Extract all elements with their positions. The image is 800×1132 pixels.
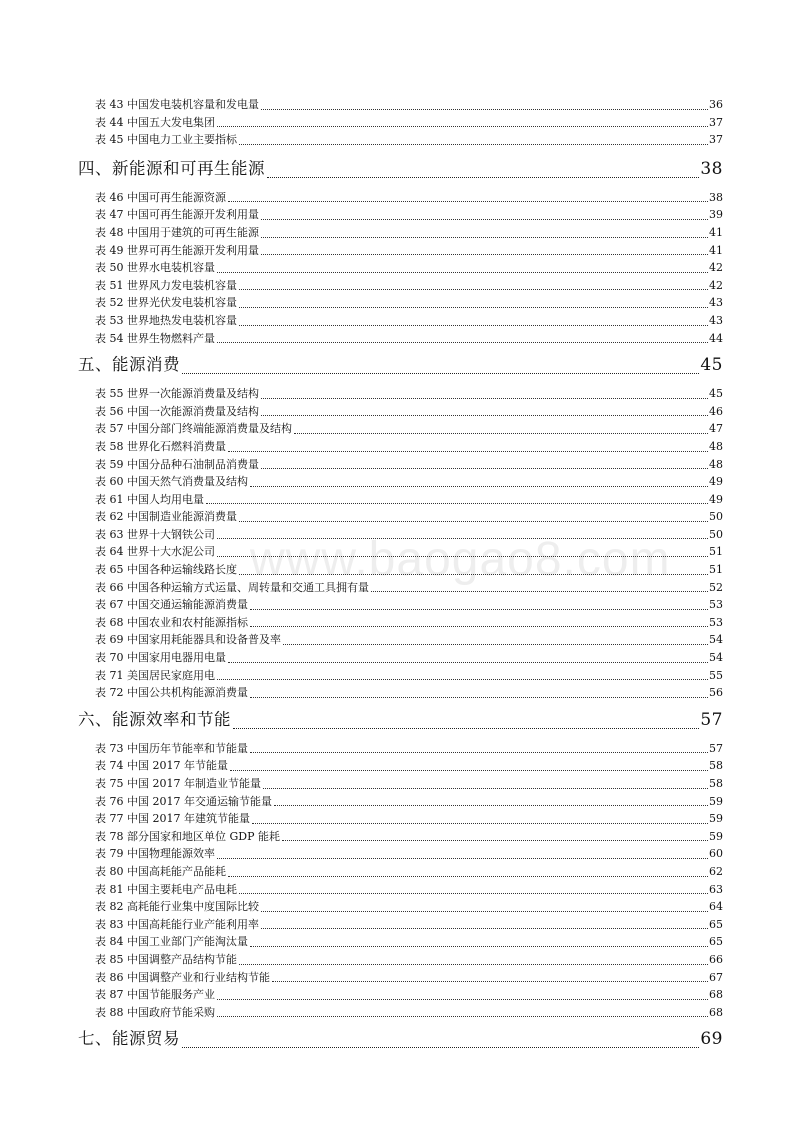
entry-title: 表 74 中国 2017 年节能量 <box>95 759 228 773</box>
toc-entry[interactable] <box>95 473 723 491</box>
dot-leader <box>252 823 708 824</box>
dot-leader <box>217 556 708 557</box>
dot-leader <box>228 451 708 452</box>
entry-title: 表 57 中国分部门终端能源消费量及结构 <box>95 422 292 436</box>
toc-entry[interactable] <box>95 294 723 312</box>
dot-leader <box>250 697 708 698</box>
entry-title: 表 88 中国政府节能采购 <box>95 1005 215 1019</box>
toc-entry[interactable] <box>95 579 723 597</box>
entry-title: 表 83 中国高耗能行业产能利用率 <box>95 917 259 931</box>
entry-title: 表 68 中国农业和农村能源指标 <box>95 615 248 629</box>
dot-leader <box>261 415 708 416</box>
page-number: 60 <box>709 847 723 861</box>
toc-entry[interactable] <box>95 456 723 474</box>
toc-entry[interactable] <box>95 491 723 509</box>
page-number: 64 <box>709 900 723 914</box>
toc-entry[interactable] <box>95 667 723 685</box>
section-title: 六、能源效率和节能 <box>78 709 231 729</box>
toc-entry[interactable] <box>95 969 723 987</box>
toc-entry[interactable] <box>95 649 723 667</box>
toc-section-heading[interactable] <box>78 151 723 187</box>
entry-title: 表 85 中国调整产品结构节能 <box>95 952 237 966</box>
page-number: 63 <box>709 882 723 896</box>
page-number: 66 <box>709 952 723 966</box>
entry-title: 表 64 世界十大水泥公司 <box>95 545 215 559</box>
toc-entry[interactable] <box>95 881 723 899</box>
page-number: 59 <box>709 829 723 843</box>
watermark-text: www.baogao8.com <box>250 533 671 586</box>
entry-title: 表 87 中国节能服务产业 <box>95 988 215 1002</box>
page-number: 68 <box>709 1005 723 1019</box>
entry-title: 表 47 中国可再生能源开发利用量 <box>95 208 259 222</box>
toc-section-heading[interactable] <box>78 1021 723 1057</box>
page-number: 43 <box>709 313 723 327</box>
dot-leader <box>371 591 708 592</box>
dot-leader <box>261 398 708 399</box>
toc-entry[interactable] <box>95 631 723 649</box>
dot-leader <box>261 928 708 929</box>
entry-title: 表 82 高耗能行业集中度国际比较 <box>95 900 259 914</box>
dot-leader <box>233 728 699 729</box>
dot-leader <box>239 574 708 575</box>
entry-title: 表 43 中国发电装机容量和发电量 <box>95 98 259 111</box>
toc-entry[interactable] <box>95 845 723 863</box>
toc-entry[interactable] <box>95 1004 723 1022</box>
dot-leader <box>261 254 708 255</box>
dot-leader <box>250 752 708 753</box>
entry-title: 表 67 中国交通运输能源消费量 <box>95 598 248 612</box>
entry-title: 表 50 世界水电装机容量 <box>95 261 215 275</box>
toc-entry[interactable] <box>95 793 723 811</box>
toc-entry[interactable] <box>95 403 723 421</box>
page-number: 56 <box>709 686 723 700</box>
page-number: 43 <box>709 296 723 310</box>
toc-entry[interactable] <box>95 757 723 775</box>
page-number: 49 <box>709 475 723 489</box>
entry-title: 表 56 中国一次能源消费量及结构 <box>95 404 259 418</box>
entry-title: 表 61 中国人均用电量 <box>95 492 204 506</box>
entry-title: 表 76 中国 2017 年交通运输节能量 <box>95 794 272 808</box>
entry-title: 表 65 中国各种运输线路长度 <box>95 563 237 577</box>
dot-leader <box>261 911 708 912</box>
entry-title: 表 86 中国调整产业和行业结构节能 <box>95 970 270 984</box>
dot-leader <box>217 679 708 680</box>
entry-title: 表 81 中国主要耗电产品电耗 <box>95 882 237 896</box>
dot-leader <box>239 964 708 965</box>
page-number: 48 <box>709 439 723 453</box>
page-number: 59 <box>709 812 723 826</box>
entry-title: 表 80 中国高耗能产品能耗 <box>95 864 226 878</box>
page-number: 37 <box>709 133 723 147</box>
dot-leader <box>217 272 708 273</box>
toc-entry[interactable] <box>95 596 723 614</box>
page-number: 38 <box>709 190 723 204</box>
dot-leader <box>239 325 708 326</box>
page-number: 41 <box>709 243 723 257</box>
page-number: 44 <box>709 331 723 345</box>
page-number: 67 <box>709 970 723 984</box>
page-number: 37 <box>709 115 723 129</box>
entry-title: 表 73 中国历年节能率和节能量 <box>95 741 248 755</box>
entry-title: 表 45 中国电力工业主要指标 <box>95 133 237 147</box>
table-of-contents <box>0 96 800 1059</box>
dot-leader <box>250 486 708 487</box>
toc-section-heading[interactable] <box>78 347 723 383</box>
entry-title: 表 53 世界地热发电装机容量 <box>95 313 237 327</box>
dot-leader <box>228 662 708 663</box>
page-number: 36 <box>709 98 723 111</box>
toc-entry[interactable] <box>95 189 723 207</box>
dot-leader <box>261 109 708 110</box>
toc-entry[interactable] <box>95 420 723 438</box>
page-number: 51 <box>709 563 723 577</box>
toc-entry[interactable] <box>95 614 723 632</box>
dot-leader <box>250 626 708 627</box>
page-number: 58 <box>709 777 723 790</box>
entry-title: 表 48 中国用于建筑的可再生能源 <box>95 225 259 239</box>
page-number: 39 <box>709 208 723 222</box>
page-number: 42 <box>709 278 723 292</box>
page-number: 45 <box>700 355 723 376</box>
dot-leader <box>272 981 708 982</box>
toc-entry[interactable] <box>95 543 723 561</box>
entry-title: 表 75 中国 2017 年制造业节能量 <box>95 777 261 790</box>
toc-entry[interactable] <box>95 312 723 330</box>
page-number: 53 <box>709 615 723 629</box>
entry-title: 表 59 中国分品种石油制品消费量 <box>95 457 259 471</box>
toc-entry[interactable] <box>95 684 723 702</box>
dot-leader <box>230 770 708 771</box>
dot-leader <box>267 177 699 178</box>
entry-title: 表 62 中国制造业能源消费量 <box>95 510 237 524</box>
entry-title: 表 44 中国五大发电集团 <box>95 115 215 129</box>
page-number: 57 <box>700 709 723 730</box>
entry-title: 表 58 世界化石燃料消费量 <box>95 439 226 453</box>
page-number: 51 <box>709 545 723 559</box>
toc-entry[interactable] <box>95 933 723 951</box>
dot-leader <box>206 503 708 504</box>
toc-entry[interactable] <box>95 96 723 114</box>
page-number: 46 <box>709 404 723 418</box>
entry-title: 表 66 中国各种运输方式运量、周转量和交通工具拥有量 <box>95 580 369 594</box>
page-number: 59 <box>709 794 723 808</box>
page-number: 58 <box>709 759 723 773</box>
dot-leader <box>250 946 708 947</box>
toc-entry[interactable] <box>95 526 723 544</box>
section-title: 五、能源消费 <box>78 355 180 375</box>
dot-leader <box>239 289 708 290</box>
dot-leader <box>239 893 708 894</box>
entry-title: 表 70 中国家用电器用电量 <box>95 651 226 665</box>
page-number: 54 <box>709 651 723 665</box>
toc-entry[interactable] <box>95 986 723 1004</box>
entry-title: 表 51 世界风力发电装机容量 <box>95 278 237 292</box>
section-title: 四、新能源和可再生能源 <box>78 158 265 178</box>
page-number: 48 <box>709 457 723 471</box>
toc-entry[interactable] <box>95 775 723 793</box>
toc-entry[interactable] <box>95 508 723 526</box>
entry-title: 表 60 中国天然气消费量及结构 <box>95 475 248 489</box>
page-number: 65 <box>709 935 723 949</box>
dot-leader <box>217 126 708 127</box>
dot-leader <box>294 433 708 434</box>
page-number: 69 <box>700 1029 723 1050</box>
dot-leader <box>217 342 708 343</box>
toc-entry[interactable] <box>95 898 723 916</box>
toc-entry[interactable] <box>95 810 723 828</box>
dot-leader <box>239 307 708 308</box>
page-number: 62 <box>709 864 723 878</box>
dot-leader <box>261 219 708 220</box>
entry-title: 表 49 世界可再生能源开发利用量 <box>95 243 259 257</box>
toc-entry[interactable] <box>95 438 723 456</box>
entry-title: 表 46 中国可再生能源资源 <box>95 190 226 204</box>
entry-title: 表 79 中国物理能源效率 <box>95 847 215 861</box>
page-number: 65 <box>709 917 723 931</box>
entry-title: 表 72 中国公共机构能源消费量 <box>95 686 248 700</box>
dot-leader <box>274 805 708 806</box>
toc-entry[interactable] <box>95 224 723 242</box>
toc-entry[interactable] <box>95 259 723 277</box>
toc-entry[interactable] <box>95 740 723 758</box>
dot-leader <box>263 788 708 789</box>
toc-entry[interactable] <box>95 385 723 403</box>
page-number: 42 <box>709 261 723 275</box>
toc-entry[interactable] <box>95 114 723 132</box>
entry-title: 表 78 部分国家和地区单位 GDP 能耗 <box>95 829 280 843</box>
page-number: 54 <box>709 633 723 647</box>
dot-leader <box>217 1016 708 1017</box>
dot-leader <box>182 373 699 374</box>
dot-leader <box>228 201 708 202</box>
spacer <box>0 1057 800 1059</box>
toc-entry[interactable] <box>95 330 723 348</box>
entry-title: 表 52 世界光伏发电装机容量 <box>95 296 237 310</box>
dot-leader <box>261 237 708 238</box>
toc-entry[interactable] <box>95 828 723 846</box>
toc-entry[interactable] <box>95 242 723 260</box>
page-number: 68 <box>709 988 723 1002</box>
dot-leader <box>250 609 708 610</box>
page-number: 47 <box>709 422 723 436</box>
page-number: 41 <box>709 225 723 239</box>
page-number: 50 <box>709 527 723 541</box>
page-number: 49 <box>709 492 723 506</box>
toc-section-heading[interactable] <box>78 702 723 738</box>
page-number: 45 <box>709 387 723 401</box>
dot-leader <box>261 468 708 469</box>
toc-entry[interactable] <box>95 206 723 224</box>
page-number: 53 <box>709 598 723 612</box>
toc-entry[interactable] <box>95 277 723 295</box>
page-number: 38 <box>700 158 723 179</box>
dot-leader <box>239 521 708 522</box>
page-number: 57 <box>709 741 723 755</box>
toc-entry[interactable] <box>95 131 723 149</box>
toc-entry[interactable] <box>95 951 723 969</box>
entry-title: 表 84 中国工业部门产能淘汰量 <box>95 935 248 949</box>
page-number: 55 <box>709 668 723 682</box>
toc-entry[interactable] <box>95 561 723 579</box>
dot-leader <box>239 144 708 145</box>
page-number: 52 <box>709 580 723 594</box>
section-title: 七、能源贸易 <box>78 1029 180 1049</box>
dot-leader <box>282 840 708 841</box>
dot-leader <box>283 644 708 645</box>
entry-title: 表 71 美国居民家庭用电 <box>95 668 215 682</box>
entry-title: 表 55 世界一次能源消费量及结构 <box>95 387 259 401</box>
dot-leader <box>217 538 708 539</box>
page-number: 50 <box>709 510 723 524</box>
dot-leader <box>217 858 708 859</box>
dot-leader <box>217 999 708 1000</box>
entry-title: 表 77 中国 2017 年建筑节能量 <box>95 812 250 826</box>
entry-title: 表 63 世界十大钢铁公司 <box>95 527 215 541</box>
entry-title: 表 69 中国家用耗能器具和设备普及率 <box>95 633 281 647</box>
dot-leader <box>228 876 708 877</box>
toc-entry[interactable] <box>95 863 723 881</box>
toc-entry[interactable] <box>95 916 723 934</box>
dot-leader <box>182 1047 699 1048</box>
entry-title: 表 54 世界生物燃料产量 <box>95 331 215 345</box>
